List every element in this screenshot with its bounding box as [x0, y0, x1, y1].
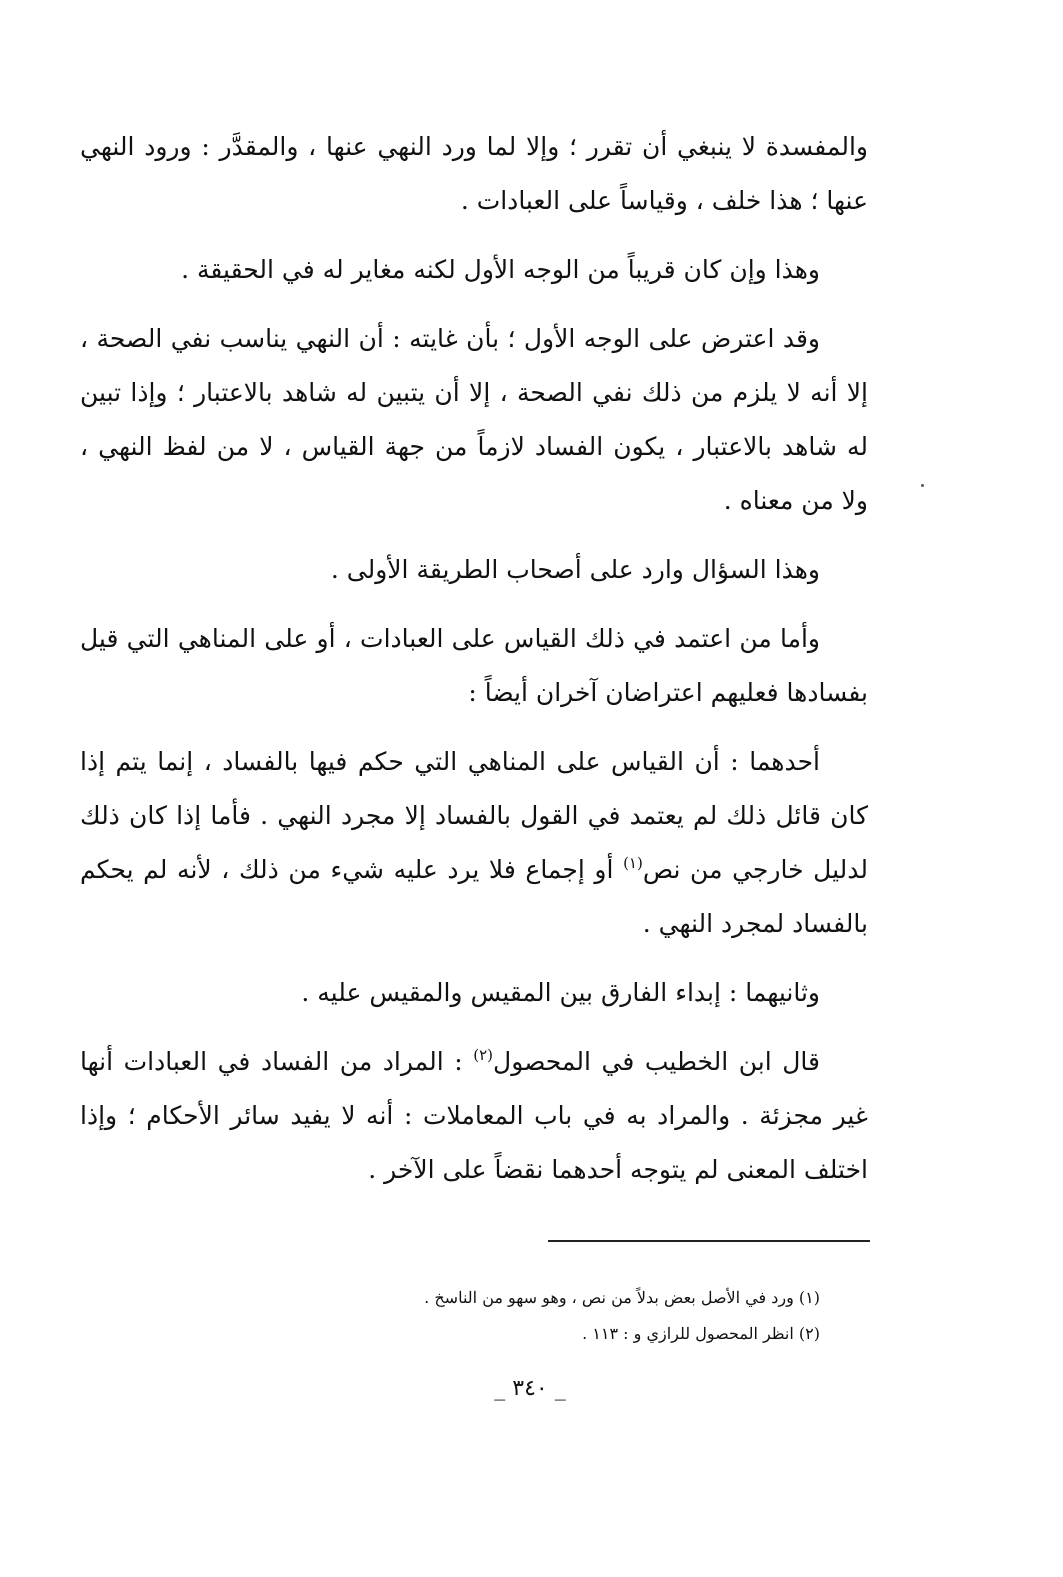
paragraph-text: قال ابن الخطيب في المحصول: [493, 1047, 820, 1076]
paragraph-text: أو إجماع فلا يرد عليه شيء من ذلك ، لأنه لم يحكم بالفساد لمجرد النهي .: [80, 855, 868, 938]
footnote-reference: (٢): [473, 1046, 494, 1064]
paragraph-text: أحدهما : أن القياس على المناهي التي حكم فيها بالفساد ، إنما يتم إذا كان قائل ذلك لم يعتمد في القول بالفساد إلا مجرد النهي . فأما إذا كان ذلك لدليل خارجي من نص: [80, 747, 868, 884]
page-number: _ ٣٤٠ _: [494, 1376, 566, 1401]
footnote: (١) ورد في الأصل بعض بدلاً من نص ، وهو سهو من الناسخ .: [424, 1288, 820, 1307]
scan-speck: [921, 484, 924, 487]
paragraph: والمفسدة لا ينبغي أن تقرر ؛ وإلا لما ورد النهي عنها ، والمقدَّر : ورود النهي عنها ؛ هذا خلف ، وقياساً على العبادات .: [80, 132, 868, 215]
paragraph: [80, 735, 868, 951]
paragraph-text: : المراد من الفساد في العبادات أنها غير مجزئة . والمراد به في باب المعاملات : أنه لا يفيد سائر الأحكام ؛ وإذا اختلف المعنى لم يتوجه أحدهما نقضاً على الآخر .: [80, 1047, 868, 1184]
footnotes: [300, 1280, 820, 1352]
paragraph: وقد اعترض على الوجه الأول ؛ بأن غايته : أن النهي يناسب نفي الصحة ، إلا أنه لا يلزم من ذلك نفي الصحة ، إلا أن يتبين له شاهد بالاعتبار ؛ وإذا تبين له شاهد بالاعتبار ، يكون الفساد لازماً من جهة القياس ، لا من لفظ النهي ، ولا من معناه .: [80, 324, 868, 515]
footnote: (٢) انظر المحصول للرازي و : ١١٣ .: [582, 1324, 820, 1343]
paragraph: وأما من اعتمد في ذلك القياس على العبادات ، أو على المناهي التي قيل بفسادها فعليهم اعتراضان آخران أيضاً :: [80, 624, 868, 707]
paragraph: وثانيهما : إبداء الفارق بين المقيس والمقيس عليه .: [301, 978, 820, 1007]
footnote-separator: [548, 1240, 870, 1242]
paragraph: وهذا السؤال وارد على أصحاب الطريقة الأولى .: [330, 555, 820, 584]
footnote-reference: (١): [623, 854, 643, 872]
paragraph: وهذا وإن كان قريباً من الوجه الأول لكنه مغاير له في الحقيقة .: [181, 255, 820, 284]
paragraph: [80, 1035, 868, 1197]
main-text: [80, 120, 868, 1212]
